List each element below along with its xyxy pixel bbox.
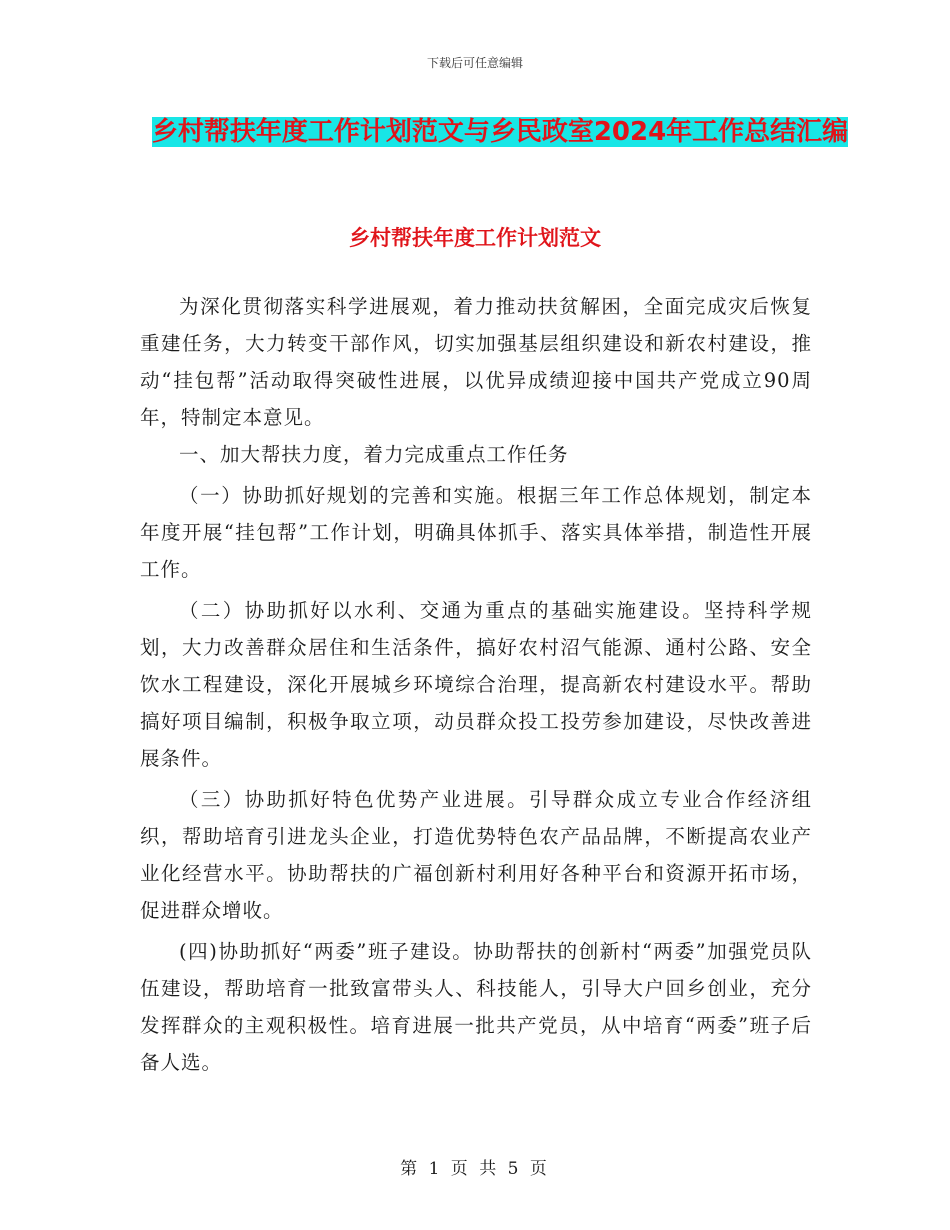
paragraph: (四)协助抓好“两委”班子建设。协助帮扶的创新村“两委”加强党员队伍建设，帮助培育一批致富带头人、科技能人，引导大户回乡创业，充分发挥群众的主观积极性。培育进展一批共产党员，从中培育“两委”班子后备人选。 [140, 940, 812, 1074]
paragraph: 一、加大帮扶力度，着力完成重点工作任务 [179, 443, 569, 466]
paragraph: 为深化贯彻落实科学进展观，着力推动扶贫解困，全面完成灾后恢复重建任务，大力转变干部作风，切实加强基层组织建设和新农村建设，推动“挂包帮”活动取得突破性进展，以优异成绩迎接中国共产党成立90周年，特制定本意见。 [140, 295, 812, 429]
document-title [140, 108, 860, 156]
paragraph: （二）协助抓好以水利、交通为重点的基础实施建设。坚持科学规划，大力改善群众居住和生活条件，搞好农村沼气能源、通村公路、安全饮水工程建设，深化开展城乡环境综合治理，提高新农村建设水平。帮助搞好项目编制，积极争取立项，动员群众投工投劳参加建设，尽快改善进展条件。 [140, 599, 812, 770]
header-note: 下载后可任意编辑 [426, 56, 523, 70]
paragraph: （三）协助抓好特色优势产业进展。引导群众成立专业合作经济组织，帮助培育引进龙头企业，打造优势特色农产品品牌，不断提高农业产业化经营水平。协助帮扶的广福创新村利用好各种平台和资源开拓市场，促进群众增收。 [140, 788, 812, 922]
paragraph: （一）协助抓好规划的完善和实施。根据三年工作总体规划，制定本年度开展“挂包帮”工作计划，明确具体抓手、落实具体举措，制造性开展工作。 [140, 484, 812, 581]
page-footer: 第 1 页 共 5 页 [400, 1159, 550, 1179]
document-body [140, 288, 812, 1081]
section-title: 乡村帮扶年度工作计划范文 [349, 226, 601, 250]
document-title-text: 乡村帮扶年度工作计划范文与乡民政室2024年工作总结汇编 [151, 117, 849, 147]
